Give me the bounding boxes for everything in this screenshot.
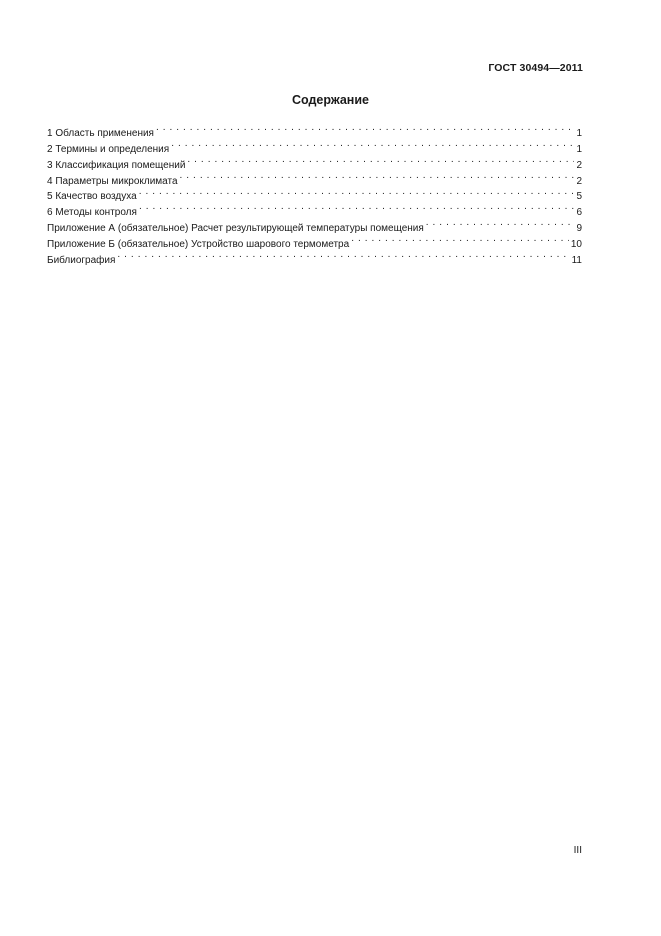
toc-leader-dots <box>351 231 569 247</box>
toc-item-label: Приложение Б (обязательное) Устройство шарового термометра <box>47 239 350 251</box>
toc-item-label: Библиография <box>47 255 116 267</box>
toc-leader-dots <box>171 136 574 152</box>
toc-item-page: 5 <box>576 191 582 203</box>
toc-item-label: 6 Методы контроля <box>47 207 137 219</box>
toc-item-page: 10 <box>570 239 582 251</box>
document-code: ГОСТ 30494—2011 <box>488 62 583 74</box>
toc-item-label: 1 Область применения <box>47 127 154 139</box>
toc-item-page: 11 <box>571 255 582 267</box>
toc-item-label: 3 Классификация помещений <box>47 159 186 171</box>
toc-leader-dots <box>180 168 575 184</box>
toc-leader-dots <box>187 152 574 168</box>
page-number: III <box>573 845 582 856</box>
toc-item-page: 6 <box>576 207 582 219</box>
toc-item <box>47 247 582 267</box>
toc-item-page: 1 <box>576 127 582 139</box>
toc-leader-dots <box>139 184 575 200</box>
toc-item-label: 2 Термины и определения <box>47 143 170 155</box>
toc-item-label: 5 Качество воздуха <box>47 191 137 203</box>
toc-item-page: 1 <box>576 143 582 155</box>
toc-leader-dots <box>139 199 575 215</box>
toc-leader-dots <box>426 215 575 231</box>
toc-item <box>47 120 582 139</box>
toc-list <box>47 120 582 267</box>
toc-leader-dots <box>117 247 569 263</box>
toc-item-label: 4 Параметры микроклимата <box>47 175 178 187</box>
toc-item-label: Приложение А (обязательное) Расчет результирующей температуры помещения <box>47 223 424 235</box>
toc-title: Содержание <box>291 93 369 107</box>
toc-leader-dots <box>156 120 574 136</box>
toc-item-page: 2 <box>576 175 582 187</box>
toc-item-page: 9 <box>576 223 582 235</box>
toc-item-page: 2 <box>576 159 582 171</box>
